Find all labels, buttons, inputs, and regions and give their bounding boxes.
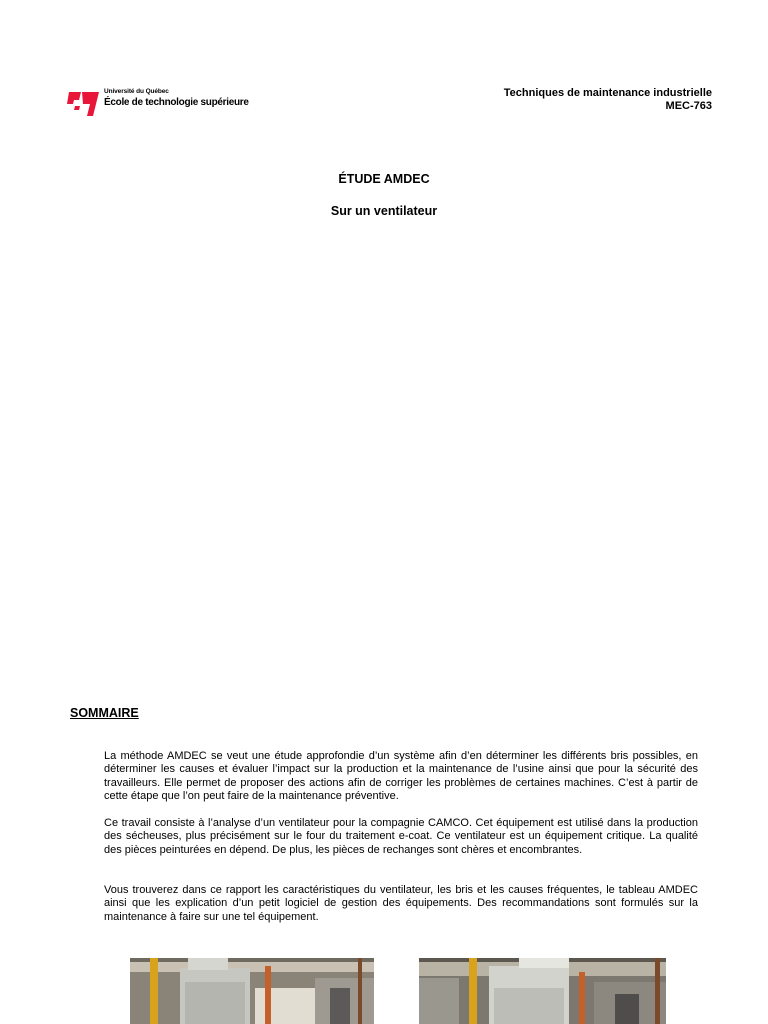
fan-photo-1	[130, 958, 374, 1024]
logo-text	[104, 88, 249, 108]
institution-line2: École de technologie supérieure	[104, 96, 249, 108]
ets-logo	[66, 88, 256, 118]
ets-logo-mark-icon	[66, 90, 100, 116]
summary-paragraph-2: Ce travail consiste à l’analyse d’un ventilateur pour la compagnie CAMCO. Cet équipement est utilisé dans la production des sécheuses, plus précisément sur le four du traitement e-coat. Ce ventilateur est un équipement critique. La qualité des pièces peinturées en dépend. De plus, les pièces de rechanges sont chères et encombrantes.	[104, 817, 698, 856]
course-title: Techniques de maintenance industrielle	[503, 87, 712, 99]
summary-paragraph-1: La méthode AMDEC se veut une étude approfondie d’un système afin d’en déterminer les différents bris possibles, en déterminer les causes et évaluer l’impact sur la production et la maintenance de l’usine ainsi que pour la sécurité des travailleurs. Elle permet de proposer des actions afin de corriger les problèmes de certaines machines. C’est à partir de cette étape que l’on peut faire de la maintenance préventive.	[104, 750, 698, 802]
document-title: ÉTUDE AMDEC	[338, 172, 430, 186]
course-code: MEC-763	[665, 100, 712, 112]
summary-heading: SOMMAIRE	[70, 706, 139, 720]
summary-paragraph-3: Vous trouverez dans ce rapport les caractéristiques du ventilateur, les bris et les causes fréquentes, le tableau AMDEC ainsi que les explication d’un petit logiciel de gestion des équipements. Des recommandations sont formulés sur la maintenance à faire sur une tel équipement.	[104, 884, 698, 923]
course-header	[504, 87, 712, 113]
institution-line1: Université du Québec	[104, 88, 169, 95]
fan-photo-2	[419, 958, 666, 1024]
document-subtitle: Sur un ventilateur	[330, 204, 438, 218]
